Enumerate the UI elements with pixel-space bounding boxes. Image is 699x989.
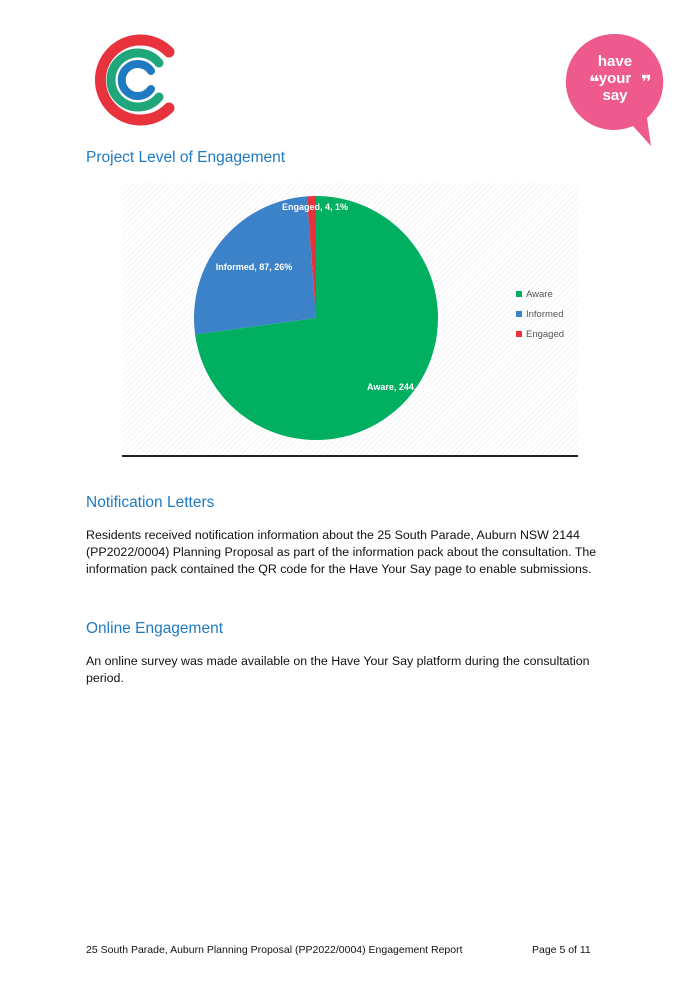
have-your-say-logo	[563, 30, 667, 148]
svg-text:❞: ❞	[641, 72, 652, 93]
notification-heading: Notification Letters	[86, 494, 215, 511]
legend-swatch-aware	[516, 291, 522, 297]
notification-paragraph: Residents received notification information about the 25 South Parade, Auburn NSW 2144 (PP2022/0004) Planning Proposal as part of the information pack about the consultation. The information pack contained the QR code for the Have Your Say page to enable submissions.	[86, 528, 597, 577]
footer-title: 25 South Parade, Auburn Planning Proposal (PP2022/0004) Engagement Report	[86, 944, 463, 956]
legend-swatch-informed	[516, 311, 522, 317]
data-label-informed: Informed, 87, 26%	[215, 262, 293, 272]
legend-label-aware: Aware	[526, 289, 553, 300]
data-label-engaged: Engaged, 4, 1%	[281, 202, 349, 212]
pie-chart	[122, 183, 578, 455]
logo-text-say: say	[602, 87, 628, 104]
council-logo	[86, 30, 181, 130]
data-label-aware: Aware, 244, 73%	[367, 382, 437, 392]
chart-divider	[122, 455, 578, 457]
engagement-chart	[122, 183, 578, 455]
online-engagement-paragraph: An online survey was made available on the Have Your Say platform during the consultation period.	[86, 654, 590, 686]
engagement-heading: Project Level of Engagement	[86, 149, 286, 166]
logo-text-your: your	[598, 70, 632, 87]
legend-label-engaged: Engaged	[526, 329, 565, 340]
page-number: Page 5 of 11	[532, 944, 591, 956]
online-engagement-heading: Online Engagement	[86, 620, 224, 637]
logo-text-have: have	[597, 53, 633, 70]
legend-label-informed: Informed	[526, 309, 564, 320]
svg-text:❝: ❝	[589, 72, 600, 93]
legend-swatch-engaged	[516, 331, 522, 337]
